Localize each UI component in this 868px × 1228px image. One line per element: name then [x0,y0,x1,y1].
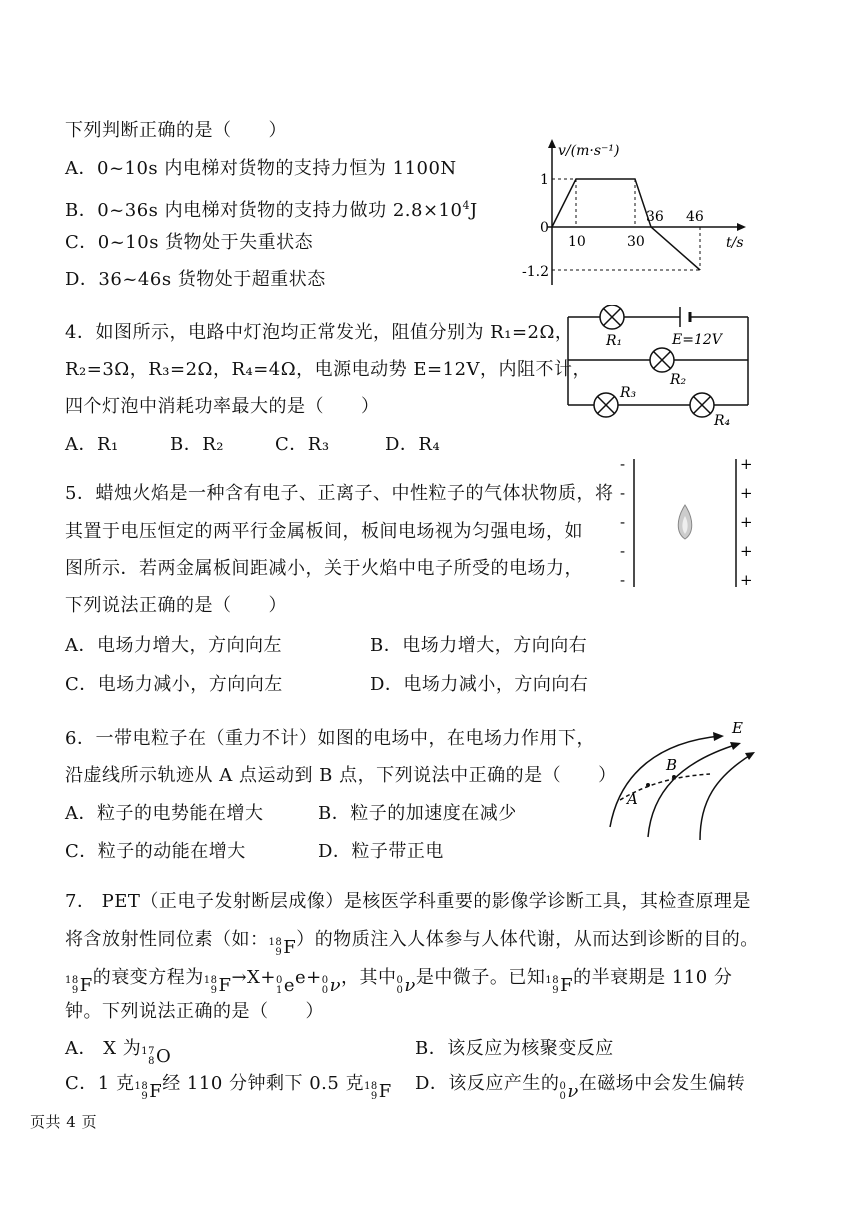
nuclide-f18: 18 9 F [364,1081,392,1102]
svg-text:-: - [620,542,626,560]
svg-text:-: - [620,484,626,502]
q7-option-d: D．该反应产生的 0 0 ν 在磁场中会发生偏转 [415,1073,746,1102]
label-r2: R₂ [670,372,687,388]
label-emf: E=12V [672,332,722,348]
q4-line2: R₂=3Ω，R₃=2Ω，R₄=4Ω，电源电动势 E=12V，内阻不计， [65,359,592,380]
svg-text:+: + [740,484,753,502]
q4-option-b: B．R₂ [170,434,224,455]
q7-line1: 7． PET（正电子发射断层成像）是核医学科重要的影像学诊断工具，其检查原理是 [65,891,751,912]
q5-option-a: A．电场力增大，方向向左 [65,635,282,656]
q5-line3: 图所示．若两金属板间距减小，关于火焰中电子所受的电场力， [65,558,583,579]
graph-xtick-10: 10 [568,234,586,250]
label-r1: R₁ [606,333,623,349]
graph-origin: 0 [540,220,549,236]
graph-xtick-46: 46 [686,209,704,225]
svg-text:-: - [620,513,626,531]
label-r4: R₄ [714,413,731,429]
q3-option-a: A．0~10s 内电梯对货物的支持力恒为 1100N [65,158,457,179]
q5-option-d: D．电场力减小，方向向右 [370,674,589,695]
q7-line2: 将含放射性同位素（如： 18 9 F ）的物质注入人体参与人体代谢，从而达到诊断的目的。 [65,929,759,958]
q6-option-a: A．粒子的电势能在增大 [65,803,264,824]
q7-option-a: A． X 为 17 8 O [65,1038,172,1067]
q6-line2: 沿虚线所示轨迹从 A 点运动到 B 点，下列说法中正确的是（ ） [65,765,617,786]
graph-y-label: v/(m·s⁻¹) [558,143,620,159]
svg-text:-: - [620,455,626,473]
q4-option-a: A．R₁ [65,434,119,455]
q5-line2: 其置于电压恒定的两平行金属板间，板间电场视为匀强电场，如 [65,521,583,542]
label-a: A [627,790,638,808]
q5-line1: 5．蜡烛火焰是一种含有电子、正离子、中性粒子的气体状物质，将 [65,483,614,504]
neutrino-symbol: 0 0 ν [559,1081,579,1102]
graph-ytick-neg: -1.2 [522,264,549,280]
q4-line1: 4．如图所示，电路中灯泡均正常发光，阻值分别为 R₁=2Ω， [65,322,574,343]
graph-ytick-1: 1 [540,172,549,188]
svg-text:-: - [620,571,626,589]
q3-option-b: B．0~36s 内电梯对货物的支持力做功 $2.8\times 10^4J$ [65,199,478,221]
electric-field-figure [600,712,770,842]
q5-line4: 下列说法正确的是（ ） [65,595,287,616]
q4-option-c: C．R₃ [275,434,330,455]
nuclide-f18: 18 9 F [134,1081,163,1102]
q5-option-c: C．电场力减小，方向向左 [65,674,283,695]
nuclide-f18: 18 9 F [65,975,93,996]
q3-option-d: D．36~46s 货物处于超重状态 [65,269,326,290]
neutrino-symbol: 0 0 ν [321,975,342,996]
q4-option-d: D．R₄ [385,434,441,455]
positron-symbol: 0 1 e [275,975,295,996]
nuclide-f18: 18 9 F [545,975,574,996]
parallel-plates-figure [612,455,772,595]
q6-option-b: B．粒子的加速度在减少 [318,803,517,824]
label-e: E [732,719,743,737]
svg-text:+: + [740,571,753,589]
velocity-time-graph [510,135,760,290]
q6-option-d: D．粒子带正电 [318,841,444,862]
q4-line3: 四个灯泡中消耗功率最大的是（ ） [65,396,380,417]
svg-text:+: + [740,455,753,473]
page-footer: 页共 4 页 [30,1113,98,1131]
q6-line1: 6．一带电粒子在（重力不计）如图的电场中，在电场力作用下， [65,728,595,749]
q3-option-c: C．0~10s 货物处于失重状态 [65,232,314,253]
q7-line4: 钟。下列说法正确的是（ ） [65,1001,324,1022]
q5-option-b: B．电场力增大，方向向右 [370,635,588,656]
neutrino-symbol: 0 0 ν [396,975,416,996]
nuclide-o17: 17 8 O [141,1046,172,1067]
svg-text:+: + [740,513,753,531]
graph-x-label: t/s [726,235,744,251]
circuit-diagram [560,305,760,430]
nuclide-f18: 18 9 F [203,975,232,996]
q7-option-b: B．该反应为核聚变反应 [415,1038,614,1059]
q3-stem: 下列判断正确的是（ ） [65,120,287,141]
label-r3: R₃ [620,385,637,401]
q7-line3: 18 9 F 的衰变方程为 18 9 F →X+ 0 1 e e+ 0 0 ν ，其中 0 0 ν 是中微子。已知 18 9 F 的半衰期是 110 分 [65,967,733,996]
q6-option-c: C．粒子的动能在增大 [65,841,246,862]
svg-text:+: + [740,542,753,560]
q7-option-c: C．1 克 18 9 F 经 110 分钟剩下 0.5 克 18 9 F [65,1073,392,1102]
graph-xtick-36: 36 [646,209,664,225]
nuclide-f18: 18 9 F [268,937,297,958]
label-b: B [666,756,678,774]
graph-xtick-30: 30 [627,234,645,250]
